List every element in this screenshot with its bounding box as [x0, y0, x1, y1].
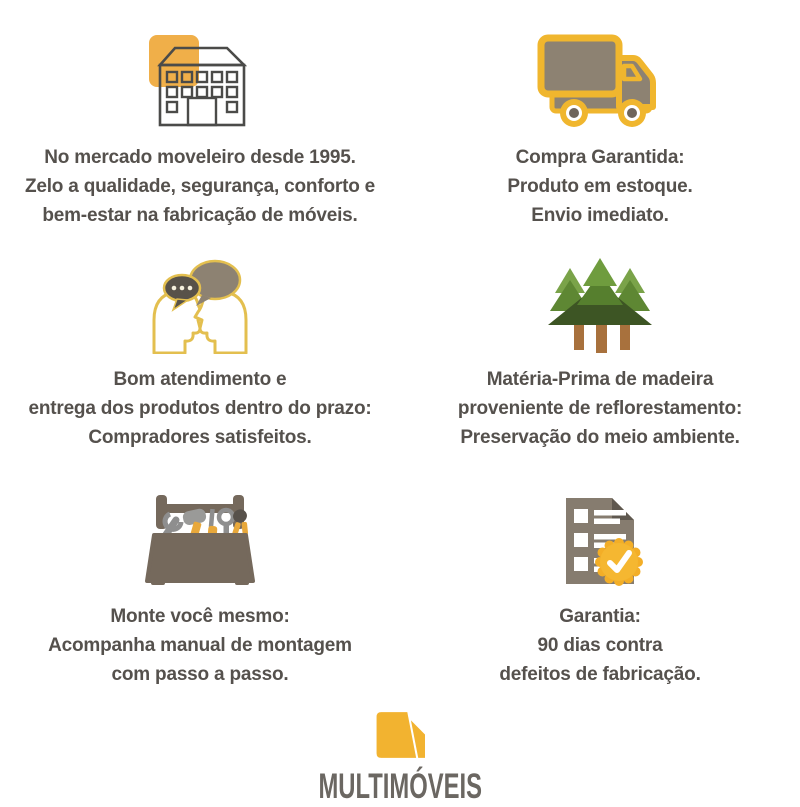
feature-text-line: Acompanha manual de montagem [48, 635, 352, 656]
brand-footer [0, 710, 800, 807]
feature-text-line: Compra Garantida: [515, 147, 685, 168]
feature-text-line: Matéria-Prima de madeira [486, 369, 714, 390]
feature-block-heritage [0, 0, 400, 232]
feature-text-line: Monte você mesmo: [110, 606, 290, 627]
factory-building-icon [148, 33, 252, 130]
feature-text-line: defeitos de fabricação. [499, 664, 701, 685]
feature-text-line: Compradores satisfeitos. [88, 427, 312, 448]
feature-text-line: 90 dias contra [537, 635, 663, 656]
delivery-truck-icon [536, 33, 664, 130]
feature-text-line: proveniente de reflorestamento: [457, 398, 743, 419]
feature-block-service [0, 232, 400, 470]
feature-text-line: Garantia: [559, 606, 641, 627]
feature-text-line: Zelo a qualidade, segurança, conforto e [24, 176, 376, 197]
feature-text-line: Envio imediato. [531, 205, 669, 226]
feature-text-line: No mercado moveleiro desde 1995. [44, 147, 356, 168]
feature-text-line: Preservação do meio ambiente. [460, 427, 740, 448]
feature-block-eco [400, 232, 800, 470]
customer-chat-icon [144, 256, 256, 352]
feature-text-line: Produto em estoque. [507, 176, 693, 197]
feature-text-line: Bom atendimento e [113, 369, 287, 390]
multimoveis-logo-mark [372, 710, 428, 765]
brand-name: MULTIMÓVEIS [318, 767, 482, 806]
feature-text-line: com passo a passo. [111, 664, 289, 685]
warranty-checklist-icon [552, 495, 648, 589]
pine-trees-icon [545, 256, 655, 352]
feature-block-stock [400, 0, 800, 232]
feature-block-warranty [400, 470, 800, 698]
feature-block-assembly [0, 470, 400, 698]
feature-text-line: bem-estar na fabricação de móveis. [42, 205, 358, 226]
feature-text-line: entrega dos produtos dentro do prazo: [28, 398, 372, 419]
toolbox-icon [143, 495, 258, 589]
